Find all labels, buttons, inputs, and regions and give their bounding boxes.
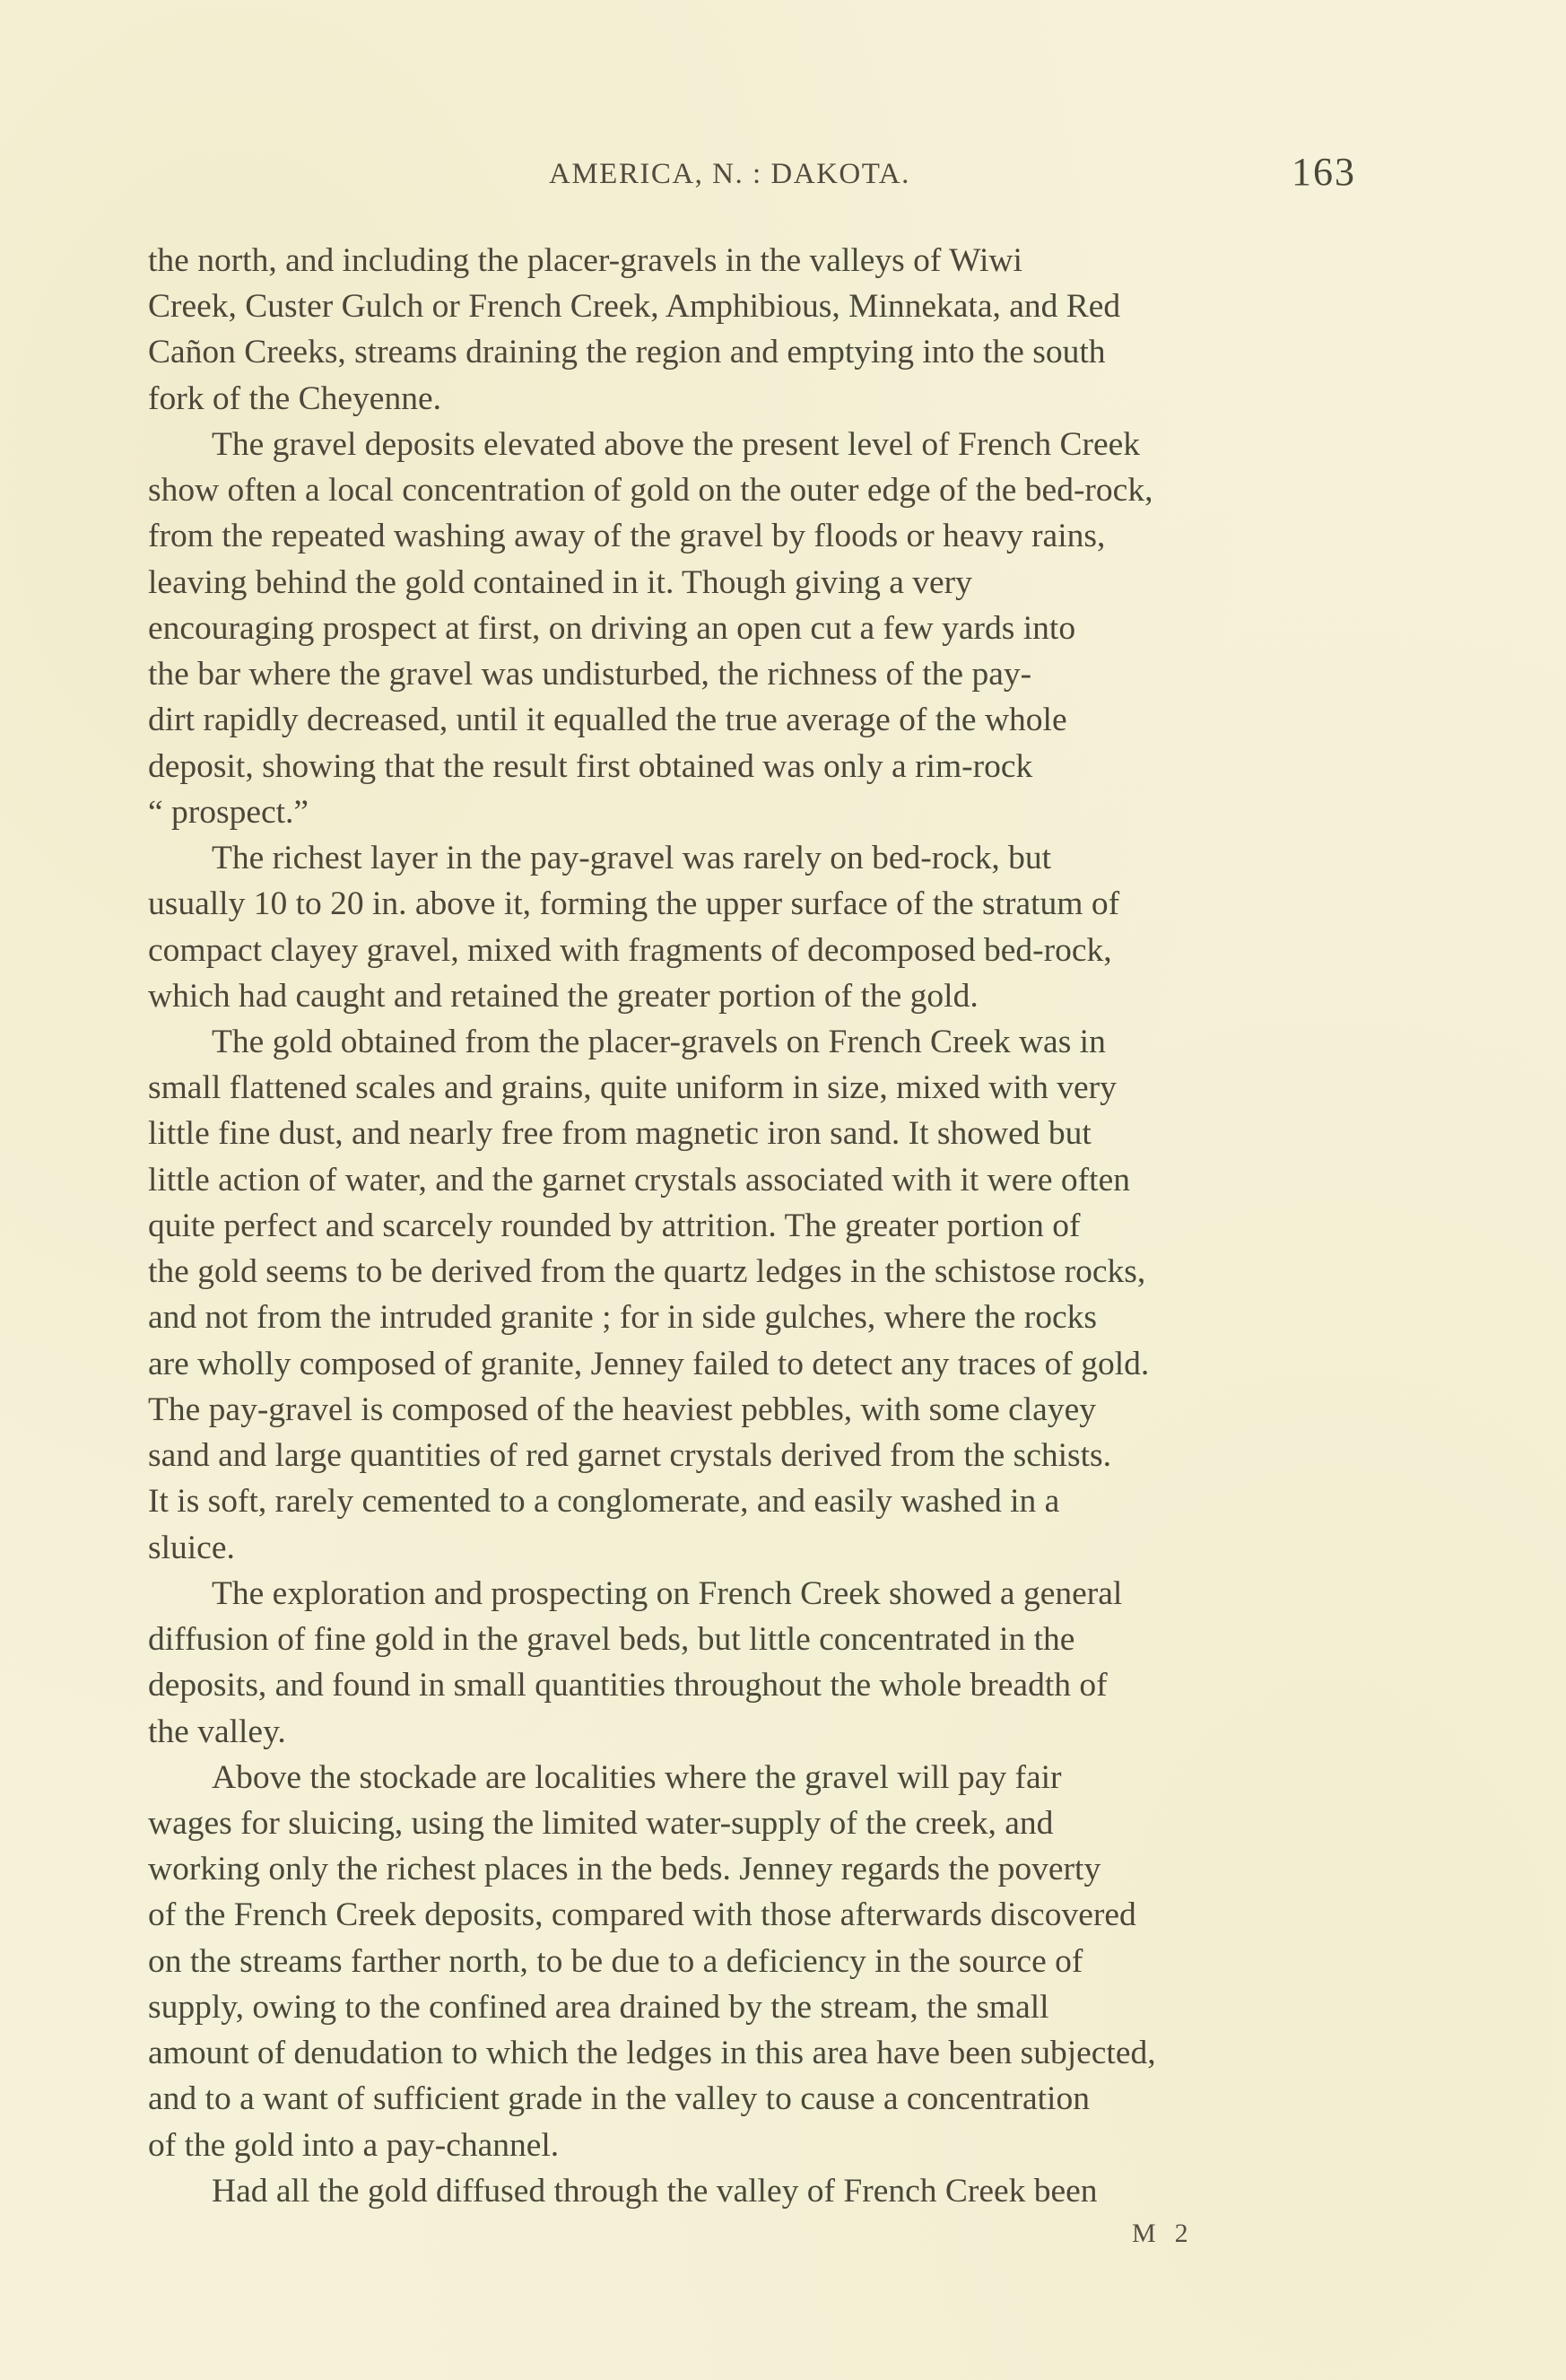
text-line: leaving behind the gold contained in it. Though giving a very [148,563,972,601]
text-line: Above the stockade are localities where the gravel will pay fair [212,1758,1062,1796]
text-line: working only the richest places in the beds. Jenney regards the poverty [148,1851,1101,1888]
text-line: The pay-gravel is composed of the heaviest pebbles, with some clayey [148,1391,1096,1428]
text-line: Creek, Custer Gulch or French Creek, Amphibious, Minnekata, and Red [148,288,1121,326]
text-line: little action of water, and the garnet crystals associated with it were often [148,1161,1130,1199]
text-line: of the French Creek deposits, compared with those afterwards discovered [148,1896,1136,1934]
text-line: encouraging prospect at first, on driving an open cut a few yards into [148,609,1076,647]
signature-mark: M 2 [1132,2219,1190,2248]
text-line: dirt rapidly decreased, until it equalled the true average of the whole [148,702,1067,739]
text-line: are wholly composed of granite, Jenney failed to detect any traces of gold. [148,1345,1150,1382]
text-line: the bar where the gravel was undisturbed, the richness of the pay- [148,656,1032,693]
text-line: The exploration and prospecting on French Creek showed a general [212,1574,1123,1612]
text-line: the north, and including the placer-gravels in the valleys of Wiwi [148,242,1022,279]
text-line: wages for sluicing, using the limited water-supply of the creek, and [148,1804,1054,1842]
text-line: supply, owing to the confined area drained by the stream, the small [148,1988,1049,2026]
text-line: The richest layer in the pay-gravel was rarely on bed-rock, but [212,840,1052,877]
text-line: which had caught and retained the greater portion of the gold. [148,977,979,1015]
text-line: The gravel deposits elevated above the present level of French Creek [212,425,1141,463]
page-number: 163 [1292,150,1356,194]
text-line: on the streams farther north, to be due to a deficiency in the source of [148,1942,1083,1980]
text-line: sluice. [148,1529,235,1566]
body-text [148,238,1354,2214]
text-line: and not from the intruded granite ; for in side gulches, where the rocks [148,1299,1098,1337]
text-line: the gold seems to be derived from the quartz ledges in the schistose rocks, [148,1253,1146,1291]
text-line: usually 10 to 20 in. above it, forming the upper surface of the stratum of [148,885,1120,923]
text-line: show often a local concentration of gold on the outer edge of the bed-rock, [148,472,1153,510]
text-line: quite perfect and scarcely rounded by attrition. The greater portion of [148,1207,1081,1244]
text-line: compact clayey gravel, mixed with fragments of decomposed bed-rock, [148,931,1112,969]
text-line: sand and large quantities of red garnet crystals derived from the schists. [148,1437,1111,1475]
text-line: from the repeated washing away of the gravel by floods or heavy rains, [148,518,1106,555]
text-line: little fine dust, and nearly free from magnetic iron sand. It showed but [148,1115,1092,1153]
text-line: amount of denudation to which the ledges in this area have been subjected, [148,2035,1156,2072]
text-line: diffusion of fine gold in the gravel beds, but little concentrated in the [148,1621,1075,1659]
text-line: of the gold into a pay-channel. [148,2126,560,2164]
text-line: deposits, and found in small quantities throughout the whole breadth of [148,1667,1108,1704]
text-line: The gold obtained from the placer-gravels on French Creek was in [212,1023,1106,1060]
text-line: deposit, showing that the result first obtained was only a rim-rock [148,747,1033,785]
text-line: the valley. [148,1713,286,1750]
running-head: AMERICA, N. : DAKOTA. [549,158,910,190]
text-line: Had all the gold diffused through the valley of French Creek been [212,2172,1098,2210]
text-line: and to a want of sufficient grade in the valley to cause a concentration [148,2080,1090,2118]
text-line: fork of the Cheyenne. [148,379,441,417]
text-line: It is soft, rarely cemented to a conglomerate, and easily washed in a [148,1483,1060,1521]
text-line: Cañon Creeks, streams draining the region and emptying into the south [148,334,1106,371]
text-line: small flattened scales and grains, quite uniform in size, mixed with very [148,1069,1117,1107]
text-line: “ prospect.” [148,793,309,831]
